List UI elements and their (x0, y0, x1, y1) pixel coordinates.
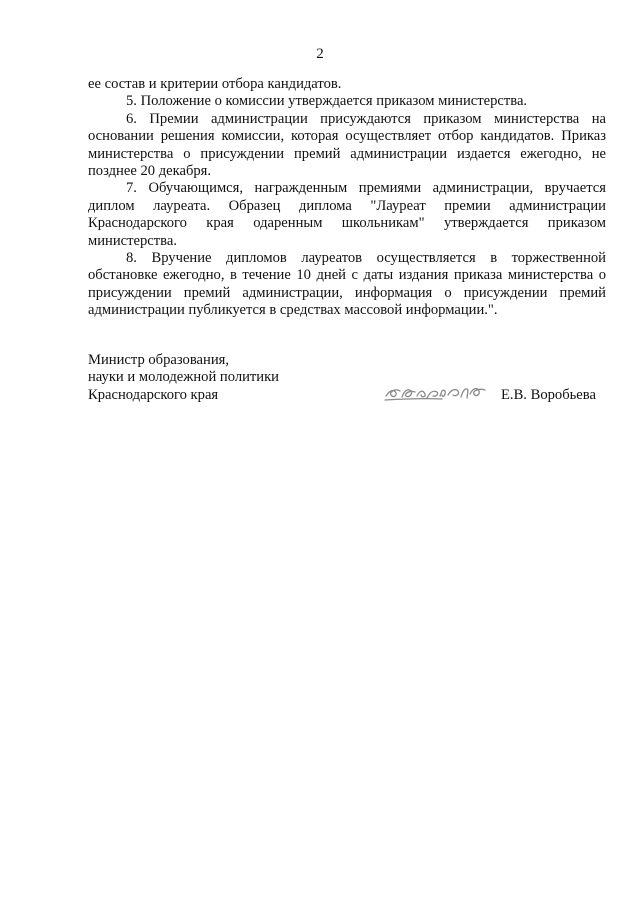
signature-block (88, 352, 608, 404)
paragraph-continuation: ее состав и критерии отбора кандидатов. (88, 76, 342, 92)
paragraph-item-7: 7. Обучающимся, награжденным премиями администрации, вручается диплом лауреата. Образец диплома "Лауреат премии администрации Краснодарского края одаренным школьникам" утверждается приказом министерства. (88, 180, 606, 249)
paragraph-item-8: 8. Вручение дипломов лауреатов осуществляется в торжественной обстановке ежегодно, в течение 10 дней с даты издания приказа министерства о присуждении премий администрации, информация о присуждении премий администрации публикуется в средствах массовой информации.". (88, 250, 606, 319)
signer-position-line-3: Краснодарского края (88, 386, 219, 403)
signer-position-line-1: Министр образования, (88, 352, 230, 368)
handwritten-signature (382, 382, 488, 404)
signer-position-line-2: науки и молодежной политики (88, 369, 279, 386)
paragraph-item-5: 5. Положение о комиссии утверждается приказом министерства. (126, 93, 528, 110)
signer-name: Е.В. Воробьева (501, 387, 596, 403)
page-number: 2 (316, 46, 324, 62)
paragraph-item-6: 6. Премии администрации присуждаются приказом министерства на основании решения комиссии, которая осуществляет отбор кандидатов. Приказ министерства о присуждении премий администрации издается ежегодно, не позднее 20 декабря. (88, 110, 606, 180)
document-body (88, 76, 606, 320)
